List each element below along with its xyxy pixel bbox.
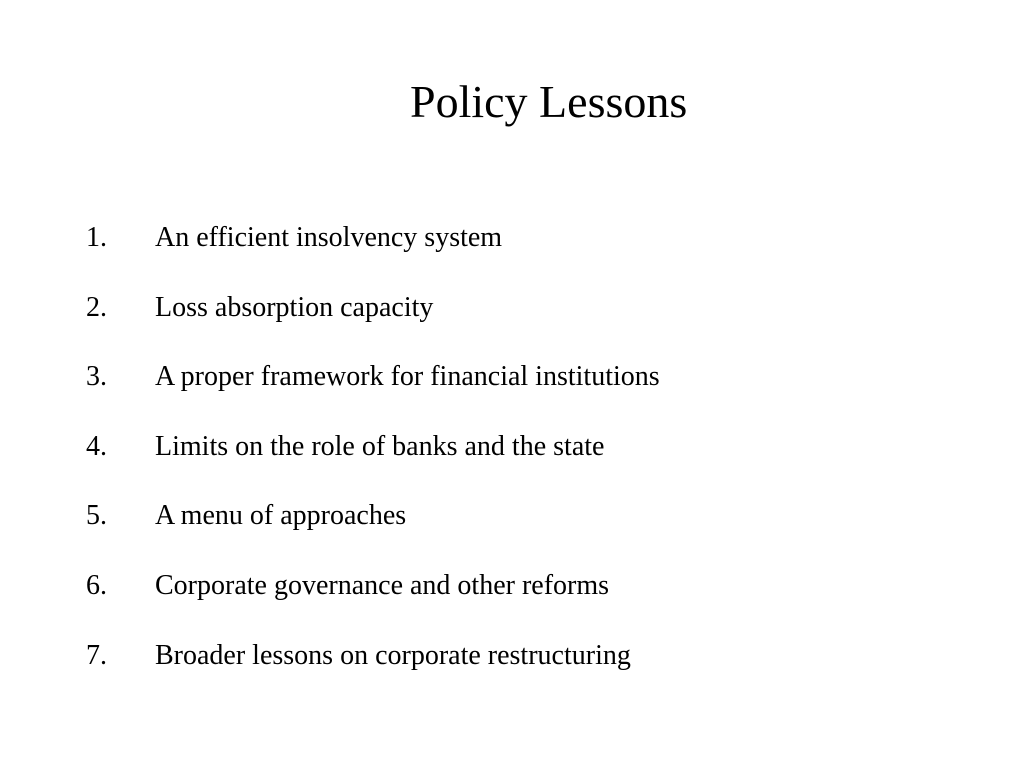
list-item	[86, 427, 660, 497]
list-item-number: 7.	[86, 639, 107, 671]
list-item-text: Loss absorption capacity	[155, 291, 434, 323]
list-item-text: Broader lessons on corporate restructuring	[155, 639, 631, 671]
list-item-number: 2.	[86, 291, 107, 323]
list-item-text: Limits on the role of banks and the state	[155, 430, 605, 462]
list-item	[86, 636, 660, 706]
lessons-list	[86, 218, 660, 705]
list-item	[86, 566, 660, 636]
list-item	[86, 357, 660, 427]
slide-title: Policy Lessons	[410, 76, 688, 127]
list-item-text: Corporate governance and other reforms	[155, 569, 610, 601]
list-item	[86, 288, 660, 358]
list-item-text: A proper framework for financial institutions	[155, 361, 660, 393]
list-item-number: 6.	[86, 569, 107, 601]
list-item-text: An efficient insolvency system	[155, 222, 503, 253]
list-item-number: 5.	[86, 500, 107, 532]
list-item-number: 4.	[86, 430, 107, 462]
list-item	[86, 496, 660, 566]
list-item	[86, 218, 660, 288]
list-item-number: 1.	[86, 222, 107, 253]
list-item-number: 3.	[86, 361, 107, 393]
list-item-text: A menu of approaches	[155, 500, 407, 532]
